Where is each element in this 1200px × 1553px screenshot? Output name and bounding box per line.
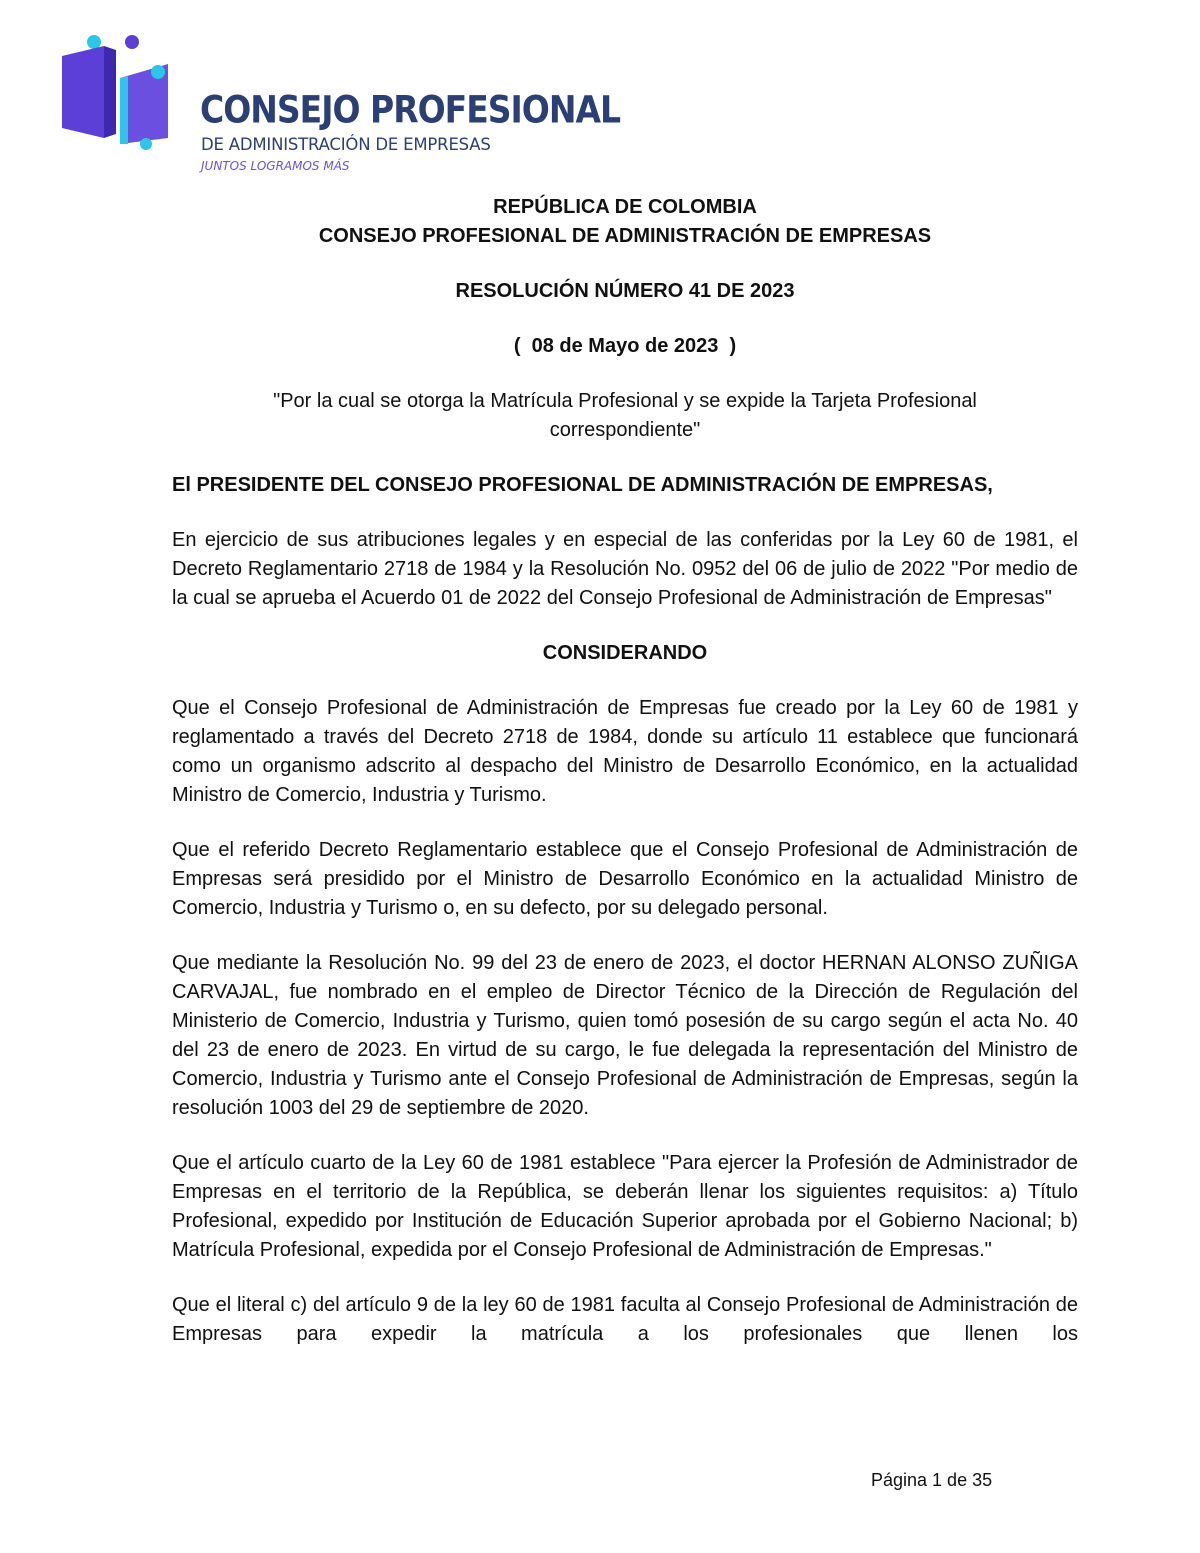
logo-dot-icon xyxy=(125,35,139,49)
logo-subtitle: DE ADMINISTRACIÓN DE EMPRESAS xyxy=(201,135,491,154)
page-number: Página 1 de 35 xyxy=(871,1470,993,1490)
resolution-number: RESOLUCIÓN NÚMERO 41 DE 2023 xyxy=(455,280,795,302)
document-body xyxy=(172,193,1078,1349)
logo-title: CONSEJO PROFESIONAL xyxy=(200,88,621,132)
paragraph: Que el artículo cuarto de la Ley 60 de 1981 establece "Para ejercer la Profesión de Administrador de Empresas en el territorio de la República, se deberán llenar los siguientes requisitos: a) Título Profesional, expedido por Institución de Educación Superior aprobada por el Gobierno Nacional; b) Matrícula Profesional, expedida por el Consejo Profesional de Administración de Empresas." xyxy=(172,1152,1078,1261)
president-heading: El PRESIDENTE DEL CONSEJO PROFESIONAL DE ADMINISTRACIÓN DE EMPRESAS, xyxy=(172,474,993,496)
paragraph: Que el Consejo Profesional de Administración de Empresas fue creado por la Ley 60 de 1981 y reglamentado a través del Decreto 2718 de 1984, donde su artículo 11 establece que funcionará como un organismo adscrito al despacho del Ministro de Desarrollo Económico, en la actualidad Ministro de Comercio, Industria y Turismo. xyxy=(172,697,1078,806)
header-council: CONSEJO PROFESIONAL DE ADMINISTRACIÓN DE EMPRESAS xyxy=(318,225,932,247)
logo-dot-icon xyxy=(87,35,101,49)
paragraph: Que mediante la Resolución No. 99 del 23 de enero de 2023, el doctor HERNAN ALONSO ZUÑIGA CARVAJAL, fue nombrado en el empleo de Director Técnico de la Dirección de Regulación del Ministerio de Comercio, Industria y Turismo, quien tomó posesión de su cargo según el acta No. 40 del 23 de enero de 2023. En virtud de su cargo, le fue delegada la representación del Ministro de Comercio, Industria y Turismo ante el Consejo Profesional de Administración de Empresas, según la resolución 1003 del 29 de septiembre de 2020. xyxy=(172,952,1078,1119)
logo-mark-icon xyxy=(58,34,188,150)
logo-dot-icon xyxy=(140,138,152,150)
paragraph: Que el referido Decreto Reglamentario establece que el Consejo Profesional de Administración de Empresas será presidido por el Ministro de Desarrollo Económico en la actualidad Ministro de Comercio, Industria y Turismo o, en su defecto, por su delegado personal. xyxy=(172,839,1078,919)
resolution-subject: "Por la cual se otorga la Matrícula Profesional y se expide la Tarjeta Profesional correspondiente" xyxy=(273,390,977,441)
logo-dot-icon xyxy=(151,65,165,79)
logo-slogan: JUNTOS LOGRAMOS MÁS xyxy=(201,159,350,173)
exercise-paragraph: En ejercicio de sus atribuciones legales y en especial de las conferidas por la Ley 60 de 1981, el Decreto Reglamentario 2718 de 1984 y la Resolución No. 0952 del 06 de julio de 2022 "Por medio de la cual se aprueba el Acuerdo 01 de 2022 del Consejo Profesional de Administración de Empresas" xyxy=(172,529,1078,609)
resolution-date: ( 08 de Mayo de 2023 ) xyxy=(513,335,737,357)
logo xyxy=(58,34,621,173)
considerando-heading: CONSIDERANDO xyxy=(542,642,708,664)
paragraph: Que el literal c) del artículo 9 de la ley 60 de 1981 faculta al Consejo Profesional de Administración de Empresas para expedir la matrícula a los profesionales que llenen los xyxy=(172,1294,1078,1345)
header-country: REPÚBLICA DE COLOMBIA xyxy=(493,196,757,218)
logo-left-shape-icon xyxy=(62,46,104,138)
